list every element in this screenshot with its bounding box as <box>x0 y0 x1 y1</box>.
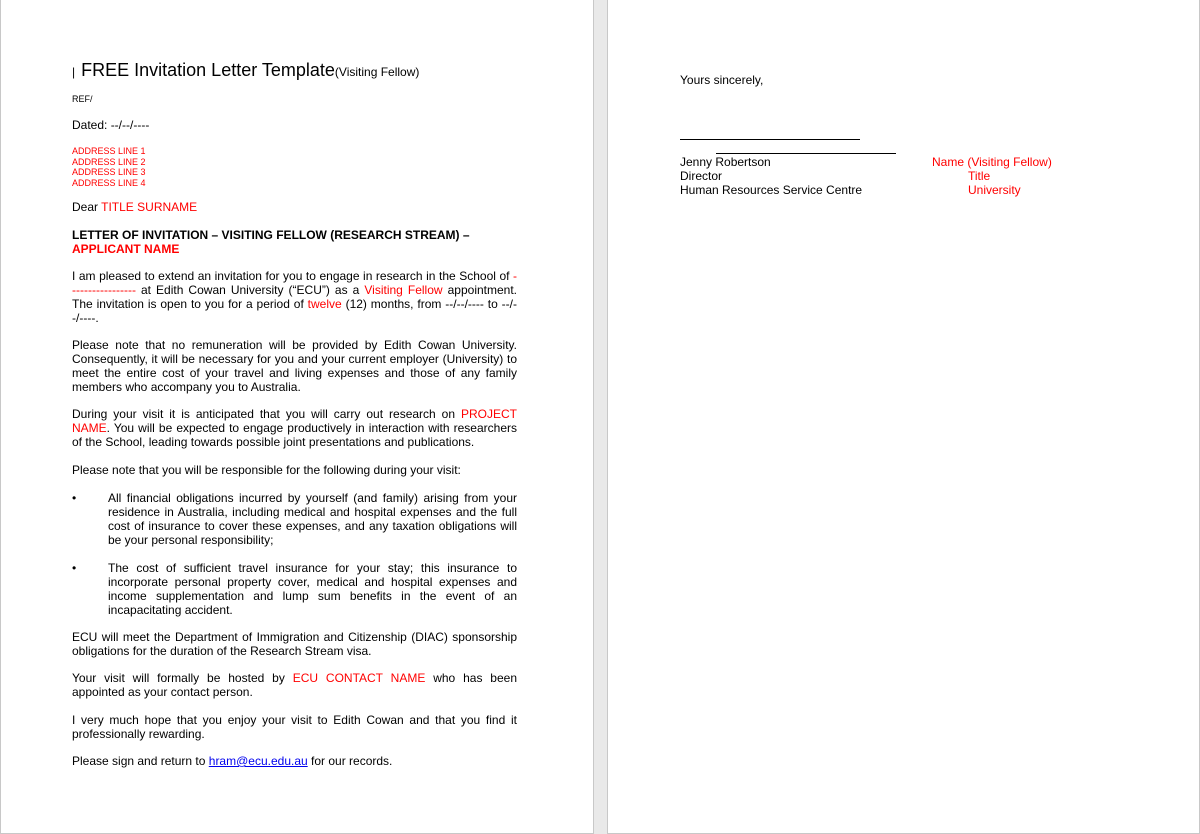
paragraph-closing: I very much hope that you enjoy your visit to Edith Cowan and that you find it professionally rewarding. <box>72 713 517 741</box>
p6-text-b: who has been appointed as your contact person. <box>72 671 518 699</box>
page-1 <box>0 0 594 834</box>
bullet-icon: • <box>72 561 77 575</box>
p1-text-d: (12) months, from --/--/---- to --/--/----. <box>72 297 517 325</box>
p1-text-c: appointment. The invitation is open to you for a period of <box>72 283 518 311</box>
paragraph-remuneration: Please note that no remuneration will be provided by Edith Cowan University. Consequently, it will be necessary for you and your current employer (University) to meet the entire cost of your travel and living expenses and those of any family members who accompany you to Australia. <box>72 338 517 394</box>
signatory-right-name: Name (Visiting Fellow) <box>932 155 1052 169</box>
signatory-department: Human Resources Service Centre <box>680 183 863 197</box>
paragraph-invitation <box>72 269 517 325</box>
title-text: FREE Invitation Letter Template <box>81 60 335 80</box>
text-cursor-icon: | <box>72 65 76 79</box>
document-title <box>72 60 419 81</box>
address-line: ADDRESS LINE 2 <box>72 156 146 167</box>
address-line: ADDRESS LINE 3 <box>72 167 146 177</box>
p3-text-b: . You will be expected to engage productively in interaction with researchers of the School, leading towards possible joint presentations and publications. <box>72 421 517 449</box>
bullet-icon: • <box>72 491 77 505</box>
paragraph-research <box>72 407 517 449</box>
signatory-left <box>680 155 862 197</box>
ref-line: REF/ <box>72 94 93 104</box>
salutation-name: TITLE SURNAME <box>101 200 198 214</box>
bullet-item: All financial obligations incurred by yourself (and family) arising from your residence in Australia, including medical and hospital expenses and the full cost of insurance to cover these expenses, and any taxation obligations will be your personal responsibility; <box>108 491 517 547</box>
closing-text: Yours sincerely, <box>680 73 764 87</box>
salutation-text: Dear <box>72 200 102 214</box>
address-line: ADDRESS LINE 1 <box>72 146 146 156</box>
bullet-item: The cost of sufficient travel insurance for your stay; this insurance to incorporate personal property cover, medical and hospital expenses and income supplementation and lump sum benefits in the event of an incapacitating accident. <box>108 561 517 617</box>
period-placeholder: twelve <box>307 297 342 311</box>
signature-line-right <box>716 153 896 154</box>
paragraph-responsibilities: Please note that you will be responsible for the following during your visit: <box>72 463 461 477</box>
project-placeholder: PROJECT NAME <box>72 407 517 435</box>
p1-text-b: at Edith Cowan University (“ECU”) as a <box>135 283 365 297</box>
p8-text-a: Please sign and return to <box>72 754 209 768</box>
contact-placeholder: ECU CONTACT NAME <box>292 671 426 685</box>
signatory-name: Jenny Robertson <box>680 155 771 169</box>
email-link[interactable]: hram@ecu.edu.au <box>208 754 308 768</box>
address-block <box>72 146 146 188</box>
subject-applicant-name: APPLICANT NAME <box>72 242 180 256</box>
role-placeholder: Visiting Fellow <box>364 283 443 297</box>
paragraph-return <box>72 754 392 768</box>
paragraph-contact <box>72 671 517 699</box>
signatory-title: Director <box>680 169 723 183</box>
p8-text-b: for our records. <box>307 754 393 768</box>
signatory-right-title: Title <box>968 169 991 183</box>
salutation <box>72 200 197 214</box>
paragraph-diac: ECU will meet the Department of Immigration and Citizenship (DIAC) sponsorship obligations for the duration of the Research Stream visa. <box>72 630 517 658</box>
p6-text-a: Your visit will formally be hosted by <box>72 671 293 685</box>
address-line: ADDRESS LINE 4 <box>72 177 146 188</box>
signatory-right-university: University <box>968 183 1021 197</box>
subject-line: LETTER OF INVITATION – VISITING FELLOW (RESEARCH STREAM) – <box>72 228 470 242</box>
page-2 <box>607 0 1200 834</box>
p1-text-a: I am pleased to extend an invitation for you to engage in research in the School of <box>72 269 513 283</box>
title-suffix: (Visiting Fellow) <box>334 65 420 79</box>
signature-line-left <box>680 139 860 140</box>
dated-line: Dated: --/--/---- <box>72 118 150 132</box>
school-placeholder: ----------------- <box>72 269 517 297</box>
p3-text-a: During your visit it is anticipated that you will carry out research on <box>72 407 461 421</box>
